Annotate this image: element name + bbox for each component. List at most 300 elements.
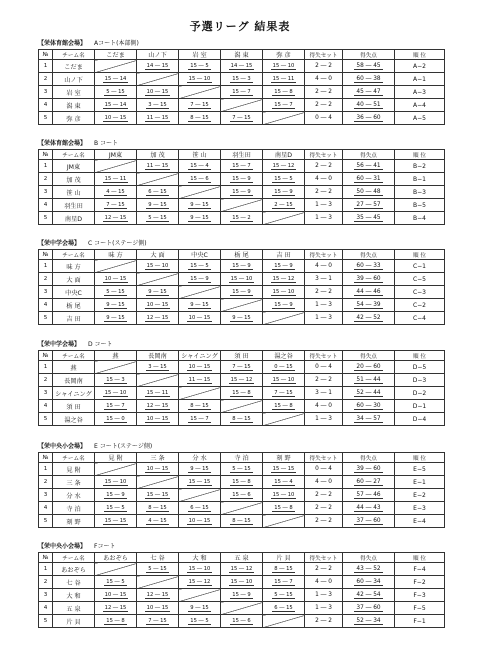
row-number: 1: [39, 563, 53, 576]
team-name: こだま: [53, 60, 95, 73]
score-value: 15 ― 7: [274, 102, 293, 108]
match-score: [95, 112, 137, 125]
rank-header: 順 位: [395, 50, 445, 60]
score-value: 10 ― 15: [188, 518, 211, 524]
row-number: 2: [39, 374, 53, 387]
points-value: 34 ― 57: [356, 416, 381, 422]
court-label: Fコート: [94, 543, 116, 550]
points-value: 60 ― 38: [356, 76, 381, 82]
points-record: [343, 73, 395, 86]
match-score: [263, 489, 305, 502]
group-5: [38, 543, 444, 628]
match-score: [95, 615, 137, 628]
table-row: [39, 286, 445, 299]
set-header: 得失セット: [305, 453, 343, 463]
match-score: [95, 400, 137, 413]
rank-value: B−3: [395, 186, 445, 199]
self-match-cell: [221, 99, 263, 112]
match-score: [137, 400, 179, 413]
opponent-header: 潟 東: [221, 50, 263, 60]
points-value: 51 ― 44: [356, 377, 381, 383]
score-value: 15 ― 4: [190, 163, 209, 169]
opponent-header: こだま: [95, 50, 137, 60]
match-score: [179, 400, 221, 413]
court-label: Aコート(本部側): [94, 40, 139, 47]
match-score: [221, 563, 263, 576]
match-score: [95, 387, 137, 400]
match-score: [179, 173, 221, 186]
team-header: チーム名: [53, 553, 95, 563]
points-record: [343, 576, 395, 589]
match-score: [263, 86, 305, 99]
points-value: 52 ― 34: [356, 618, 381, 624]
team-name: 五 泉: [53, 602, 95, 615]
header-row: [39, 250, 445, 260]
score-value: 15 ― 5: [190, 263, 209, 269]
match-score: [137, 413, 179, 426]
self-match-cell: [221, 602, 263, 615]
self-match-cell: [263, 112, 305, 125]
set-record: 0 ― 4: [305, 463, 343, 476]
no-header: №: [39, 553, 53, 563]
self-match-cell: [137, 576, 179, 589]
opponent-header: 大 面: [137, 250, 179, 260]
match-score: [179, 615, 221, 628]
match-score: [95, 489, 137, 502]
rank-value: D−4: [395, 413, 445, 426]
table-row: [39, 99, 445, 112]
venue-label: 【栄中学会場】: [38, 240, 81, 247]
opponent-header: 羽生田: [221, 150, 263, 160]
points-record: [343, 463, 395, 476]
score-value: 15 ― 10: [272, 63, 295, 69]
match-score: [263, 173, 305, 186]
rank-value: A−3: [395, 86, 445, 99]
team-name: 分 水: [53, 489, 95, 502]
match-score: [137, 387, 179, 400]
score-value: 15 ― 9: [232, 189, 251, 195]
points-record: [343, 99, 395, 112]
score-value: 15 ― 9: [274, 302, 293, 308]
self-match-cell: [95, 260, 137, 273]
score-value: 4 ― 15: [106, 189, 125, 195]
points-value: 54 ― 39: [356, 302, 381, 308]
match-score: [179, 273, 221, 286]
match-score: [137, 160, 179, 173]
rank-value: C−2: [395, 299, 445, 312]
page-title: 予選リーグ 結果表: [189, 20, 291, 33]
self-match-cell: [179, 186, 221, 199]
score-value: 8 ― 15: [148, 505, 167, 511]
venue-label: 【栄中学会場】: [38, 341, 81, 348]
rank-value: E−1: [395, 476, 445, 489]
points-value: 20 ― 60: [356, 364, 381, 370]
opponent-header: 燕: [95, 351, 137, 361]
opponent-header: あおぞら: [95, 553, 137, 563]
score-value: 10 ― 15: [146, 416, 169, 422]
set-record: 2 ― 2: [305, 615, 343, 628]
team-name: あおぞら: [53, 563, 95, 576]
set-record: 1 ― 3: [305, 312, 343, 325]
score-value: 9 ― 15: [106, 315, 125, 321]
score-value: 5 ― 15: [148, 215, 167, 221]
score-value: 15 ― 7: [232, 89, 251, 95]
self-match-cell: [179, 86, 221, 99]
no-header: №: [39, 351, 53, 361]
match-score: [221, 286, 263, 299]
rank-value: F−5: [395, 602, 445, 615]
score-value: 15 ― 9: [190, 276, 209, 282]
team-name: 栃 尾: [53, 299, 95, 312]
points-header: 得失点: [343, 50, 395, 60]
opponent-header: 弥 彦: [263, 50, 305, 60]
venue-label: 【栄体育館会場】: [38, 40, 87, 47]
points-value: 35 ― 45: [356, 215, 381, 221]
score-value: 12 ― 15: [104, 605, 127, 611]
row-number: 1: [39, 361, 53, 374]
opponent-header: JM東: [95, 150, 137, 160]
points-record: [343, 602, 395, 615]
match-score: [179, 374, 221, 387]
score-value: 15 ― 2: [232, 215, 251, 221]
team-name: 三 条: [53, 476, 95, 489]
points-header: 得失点: [343, 453, 395, 463]
table-row: [39, 86, 445, 99]
match-score: [137, 602, 179, 615]
team-name: 南星D: [53, 212, 95, 225]
match-score: [95, 374, 137, 387]
set-record: 1 ― 3: [305, 413, 343, 426]
match-score: [263, 160, 305, 173]
row-number: 1: [39, 160, 53, 173]
points-record: [343, 413, 395, 426]
set-record: 2 ― 2: [305, 160, 343, 173]
team-name: JM東: [53, 160, 95, 173]
row-number: 5: [39, 112, 53, 125]
set-record: 2 ― 2: [305, 489, 343, 502]
row-number: 1: [39, 260, 53, 273]
match-score: [179, 476, 221, 489]
table-row: [39, 212, 445, 225]
set-record: 2 ― 2: [305, 99, 343, 112]
score-value: 15 ― 10: [230, 276, 253, 282]
row-number: 5: [39, 312, 53, 325]
points-record: [343, 273, 395, 286]
score-value: 14 ― 15: [230, 63, 253, 69]
rank-value: E−3: [395, 502, 445, 515]
score-value: 11 ― 15: [146, 115, 169, 121]
score-value: 10 ― 15: [104, 276, 127, 282]
row-number: 3: [39, 186, 53, 199]
match-score: [263, 476, 305, 489]
rank-header: 順 位: [395, 250, 445, 260]
set-record: 4 ― 0: [305, 73, 343, 86]
score-value: 8 ― 15: [190, 403, 209, 409]
team-name: シャイニング: [53, 387, 95, 400]
match-score: [221, 112, 263, 125]
opponent-header: 山ノ下: [137, 50, 179, 60]
rank-value: B−4: [395, 212, 445, 225]
row-number: 4: [39, 400, 53, 413]
points-value: 50 ― 48: [356, 189, 381, 195]
points-value: 42 ― 54: [356, 592, 381, 598]
opponent-header: 片 貝: [263, 553, 305, 563]
self-match-cell: [95, 463, 137, 476]
points-value: 56 ― 41: [356, 163, 381, 169]
match-score: [137, 589, 179, 602]
points-value: 36 ― 60: [356, 115, 381, 121]
rank-value: E−4: [395, 515, 445, 528]
score-value: 15 ― 8: [106, 618, 125, 624]
results-table: [38, 350, 445, 426]
team-name: 刻 野: [53, 515, 95, 528]
team-name: 山ノ下: [53, 73, 95, 86]
table-row: [39, 273, 445, 286]
points-record: [343, 60, 395, 73]
match-score: [95, 589, 137, 602]
team-name: 味 方: [53, 260, 95, 273]
score-value: 12 ― 15: [146, 315, 169, 321]
set-record: 3 ― 1: [305, 387, 343, 400]
rank-value: C−4: [395, 312, 445, 325]
set-record: 2 ― 2: [305, 186, 343, 199]
score-value: 15 ― 10: [272, 377, 295, 383]
score-value: 15 ― 12: [272, 276, 295, 282]
rank-value: E−2: [395, 489, 445, 502]
set-record: 0 ― 4: [305, 112, 343, 125]
match-score: [137, 515, 179, 528]
row-number: 2: [39, 73, 53, 86]
score-value: 7 ― 15: [232, 115, 251, 121]
match-score: [263, 60, 305, 73]
group-header: [38, 40, 444, 49]
score-value: 15 ― 11: [104, 176, 127, 182]
match-score: [137, 260, 179, 273]
table-row: [39, 173, 445, 186]
points-record: [343, 387, 395, 400]
row-number: 2: [39, 173, 53, 186]
score-value: 7 ― 15: [274, 390, 293, 396]
rank-header: 順 位: [395, 453, 445, 463]
score-value: 15 ― 6: [232, 492, 251, 498]
score-value: 9 ― 15: [148, 202, 167, 208]
points-value: 37 ― 60: [356, 605, 381, 611]
team-name: 長岡南: [53, 374, 95, 387]
opponent-header: 吉 田: [263, 250, 305, 260]
score-value: 9 ― 15: [106, 302, 125, 308]
rank-value: E−5: [395, 463, 445, 476]
match-score: [95, 515, 137, 528]
score-value: 15 ― 5: [190, 63, 209, 69]
table-row: [39, 60, 445, 73]
venue-label: 【栄中央小会場】: [38, 543, 87, 550]
score-value: 10 ― 15: [146, 89, 169, 95]
table-row: [39, 73, 445, 86]
match-score: [263, 563, 305, 576]
set-record: 2 ― 2: [305, 515, 343, 528]
match-score: [263, 73, 305, 86]
score-value: 15 ― 10: [104, 390, 127, 396]
match-score: [221, 463, 263, 476]
rank-value: C−3: [395, 286, 445, 299]
score-value: 5 ― 15: [106, 89, 125, 95]
points-value: 27 ― 57: [356, 202, 381, 208]
opponent-header: 中央C: [179, 250, 221, 260]
rank-header: 順 位: [395, 150, 445, 160]
points-record: [343, 476, 395, 489]
opponent-header: 七 谷: [137, 553, 179, 563]
points-record: [343, 286, 395, 299]
points-value: 60 ― 30: [356, 403, 381, 409]
group-4: [38, 443, 444, 528]
rank-header: 順 位: [395, 351, 445, 361]
row-number: 5: [39, 615, 53, 628]
opponent-header: 南星D: [263, 150, 305, 160]
match-score: [179, 515, 221, 528]
score-value: 15 ― 14: [104, 102, 127, 108]
table-row: [39, 602, 445, 615]
team-name: 須 田: [53, 400, 95, 413]
points-value: 60 ― 34: [356, 579, 381, 585]
match-score: [179, 199, 221, 212]
points-value: 39 ― 60: [356, 276, 381, 282]
team-name: 岩 室: [53, 86, 95, 99]
score-value: 15 ― 5: [106, 505, 125, 511]
opponent-header: 味 方: [95, 250, 137, 260]
match-score: [179, 413, 221, 426]
table-row: [39, 515, 445, 528]
team-name: 中央C: [53, 286, 95, 299]
row-number: 4: [39, 502, 53, 515]
table-row: [39, 476, 445, 489]
venue-label: 【栄体育館会場】: [38, 140, 87, 147]
score-value: 7 ― 15: [148, 618, 167, 624]
score-value: 7 ― 15: [190, 102, 209, 108]
self-match-cell: [263, 615, 305, 628]
team-name: 加 茂: [53, 173, 95, 186]
team-name: 湯之谷: [53, 413, 95, 426]
points-record: [343, 112, 395, 125]
group-0: [38, 40, 444, 125]
match-score: [179, 299, 221, 312]
table-row: [39, 400, 445, 413]
score-value: 15 ― 8: [232, 390, 251, 396]
set-record: 3 ― 1: [305, 273, 343, 286]
score-value: 5 ― 15: [232, 466, 251, 472]
rank-value: F−2: [395, 576, 445, 589]
opponent-header: 刻 野: [263, 453, 305, 463]
score-value: 10 ― 15: [146, 605, 169, 611]
match-score: [221, 413, 263, 426]
team-name: 笹 山: [53, 186, 95, 199]
rank-value: D−1: [395, 400, 445, 413]
court-label: E コート(ステージ側): [94, 443, 153, 450]
score-value: 15 ― 12: [230, 566, 253, 572]
table-row: [39, 260, 445, 273]
table-row: [39, 413, 445, 426]
score-value: 15 ― 5: [106, 579, 125, 585]
self-match-cell: [137, 73, 179, 86]
row-number: 4: [39, 99, 53, 112]
score-value: 15 ― 7: [190, 416, 209, 422]
score-value: 15 ― 12: [272, 163, 295, 169]
match-score: [179, 602, 221, 615]
score-value: 15 ― 15: [104, 518, 127, 524]
match-score: [221, 387, 263, 400]
match-score: [263, 576, 305, 589]
self-match-cell: [179, 387, 221, 400]
set-record: 1 ― 3: [305, 299, 343, 312]
points-value: 44 ― 43: [356, 505, 381, 511]
match-score: [263, 387, 305, 400]
match-score: [221, 160, 263, 173]
table-row: [39, 186, 445, 199]
match-score: [95, 413, 137, 426]
score-value: 15 ― 10: [230, 579, 253, 585]
team-name: 大 和: [53, 589, 95, 602]
set-header: 得失セット: [305, 50, 343, 60]
score-value: 14 ― 15: [146, 63, 169, 69]
match-score: [263, 186, 305, 199]
score-value: 15 ― 6: [232, 618, 251, 624]
self-match-cell: [137, 476, 179, 489]
set-record: 2 ― 2: [305, 563, 343, 576]
match-score: [221, 212, 263, 225]
set-record: 4 ― 0: [305, 476, 343, 489]
set-record: 2 ― 2: [305, 60, 343, 73]
set-record: 1 ― 3: [305, 199, 343, 212]
group-header: [38, 240, 444, 249]
match-score: [179, 112, 221, 125]
score-value: 15 ― 10: [188, 566, 211, 572]
table-row: [39, 112, 445, 125]
table-row: [39, 576, 445, 589]
points-value: 60 ― 31: [356, 176, 381, 182]
score-value: 15 ― 9: [232, 592, 251, 598]
points-record: [343, 361, 395, 374]
row-number: 3: [39, 286, 53, 299]
opponent-header: 寺 泊: [221, 453, 263, 463]
self-match-cell: [179, 286, 221, 299]
match-score: [221, 515, 263, 528]
self-match-cell: [137, 374, 179, 387]
rank-value: C−5: [395, 273, 445, 286]
header-row: [39, 150, 445, 160]
score-value: 5 ― 15: [274, 592, 293, 598]
match-score: [263, 502, 305, 515]
match-score: [137, 463, 179, 476]
rank-value: D−2: [395, 387, 445, 400]
score-value: 15 ― 10: [272, 492, 295, 498]
match-score: [263, 273, 305, 286]
score-value: 15 ― 8: [274, 505, 293, 511]
self-match-cell: [221, 400, 263, 413]
match-score: [179, 563, 221, 576]
team-header: チーム名: [53, 453, 95, 463]
score-value: 15 ― 7: [274, 579, 293, 585]
venue-label: 【栄中央小会場】: [38, 443, 87, 450]
score-value: 15 ― 9: [274, 189, 293, 195]
set-header: 得失セット: [305, 553, 343, 563]
team-header: チーム名: [53, 351, 95, 361]
match-score: [95, 602, 137, 615]
match-score: [137, 186, 179, 199]
team-name: 七 谷: [53, 576, 95, 589]
score-value: 5 ― 15: [148, 566, 167, 572]
match-score: [95, 576, 137, 589]
match-score: [95, 73, 137, 86]
points-value: 42 ― 52: [356, 315, 381, 321]
